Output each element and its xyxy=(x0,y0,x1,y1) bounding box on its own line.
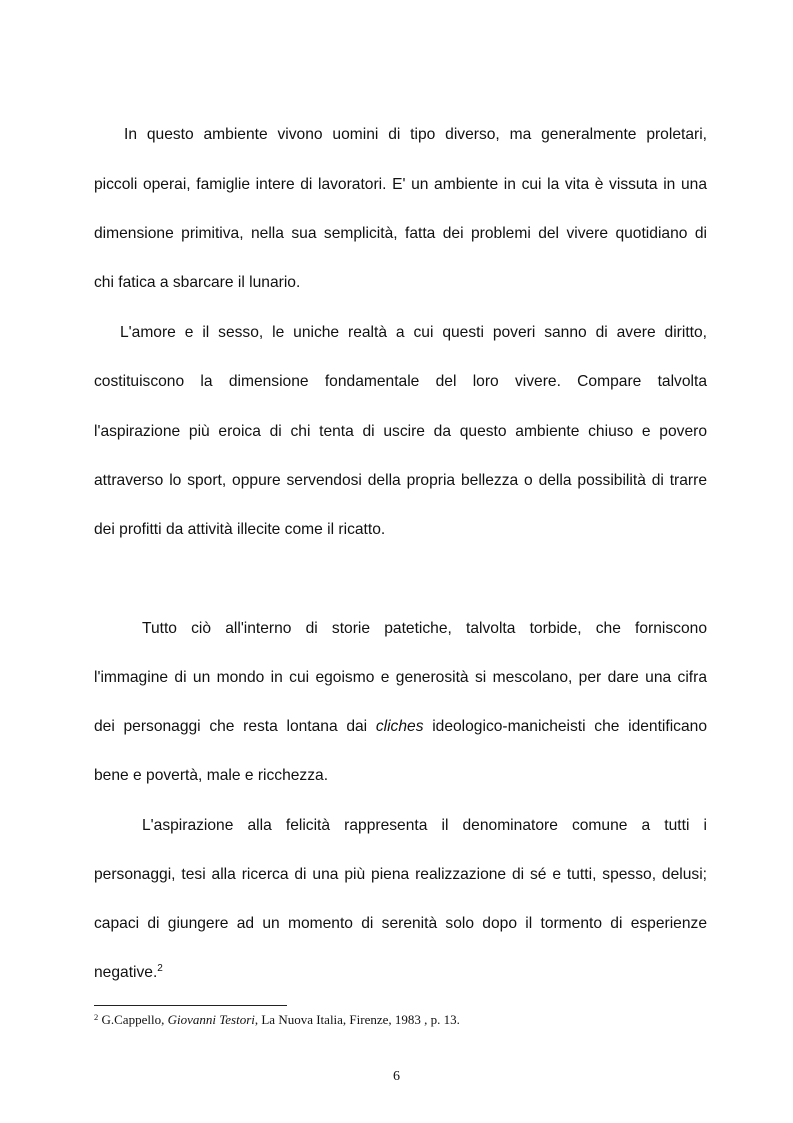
paragraph-3-line-1: Tutto ciò all'interno di storie patetiche, talvolta torbide, che forniscono xyxy=(142,620,707,637)
footnote-text-before: G.Cappello, xyxy=(101,1012,165,1027)
footnote-marker: 2 xyxy=(94,1012,99,1022)
paragraph-4-line-2: personaggi, tesi alla ricerca di una più piena realizzazione di sé e tutti, spesso, delusi; xyxy=(94,866,707,883)
footnote xyxy=(94,1012,707,1028)
paragraph-3-line-4: bene e povertà, male e ricchezza. xyxy=(94,767,329,784)
paragraph-3-line-3-before: dei personaggi che resta lontana dai xyxy=(94,718,368,735)
paragraph-2-line-1: L'amore e il sesso, le uniche realtà a cui questi poveri sanno di avere diritto, xyxy=(120,324,707,341)
paragraph-4-line-3: capaci di giungere ad un momento di serenità solo dopo il tormento di esperienze xyxy=(94,915,707,932)
footnote-text-after: , La Nuova Italia, Firenze, 1983 , p. 13. xyxy=(254,1012,460,1027)
paragraph-4-line-4 xyxy=(94,962,707,984)
paragraph-2-line-3: l'aspirazione più eroica di chi tenta di uscire da questo ambiente chiuso e povero xyxy=(94,423,707,440)
paragraph-2-line-4: attraverso lo sport, oppure servendosi della propria bellezza o della possibilità di trarre xyxy=(94,472,707,489)
paragraph-1-line-1: In questo ambiente vivono uomini di tipo diverso, ma generalmente proletari, xyxy=(124,126,707,143)
paragraph-4-line-1: L'aspirazione alla felicità rappresenta il denominatore comune a tutti i xyxy=(142,817,707,834)
paragraph-1-line-3: dimensione primitiva, nella sua semplicità, fatta dei problemi del vivere quotidiano di xyxy=(94,225,707,242)
paragraph-3-line-3-after: ideologico-manicheisti che identificano xyxy=(432,718,707,735)
footnote-italic-title: Giovanni Testori xyxy=(167,1012,255,1027)
paragraph-1-line-4: chi fatica a sbarcare il lunario. xyxy=(94,274,301,291)
paragraph-1-line-2: piccoli operai, famiglie intere di lavoratori. E' un ambiente in cui la vita è vissuta in una xyxy=(94,176,707,193)
footnote-separator xyxy=(94,1005,287,1006)
paragraph-3-line-3 xyxy=(94,716,707,738)
paragraph-2-line-5: dei profitti da attività illecite come il ricatto. xyxy=(94,521,386,538)
paragraph-3-line-2: l'immagine di un mondo in cui egoismo e generosità si mescolano, per dare una cifra xyxy=(94,669,707,686)
paragraph-4-last-text: negative. xyxy=(94,964,158,981)
paragraph-2-line-2: costituiscono la dimensione fondamentale del loro vivere. Compare talvolta xyxy=(94,373,707,390)
italic-term-cliches: cliches xyxy=(375,718,424,735)
page-number: 6 xyxy=(393,1069,400,1084)
footnote-reference[interactable]: 2 xyxy=(157,963,163,974)
